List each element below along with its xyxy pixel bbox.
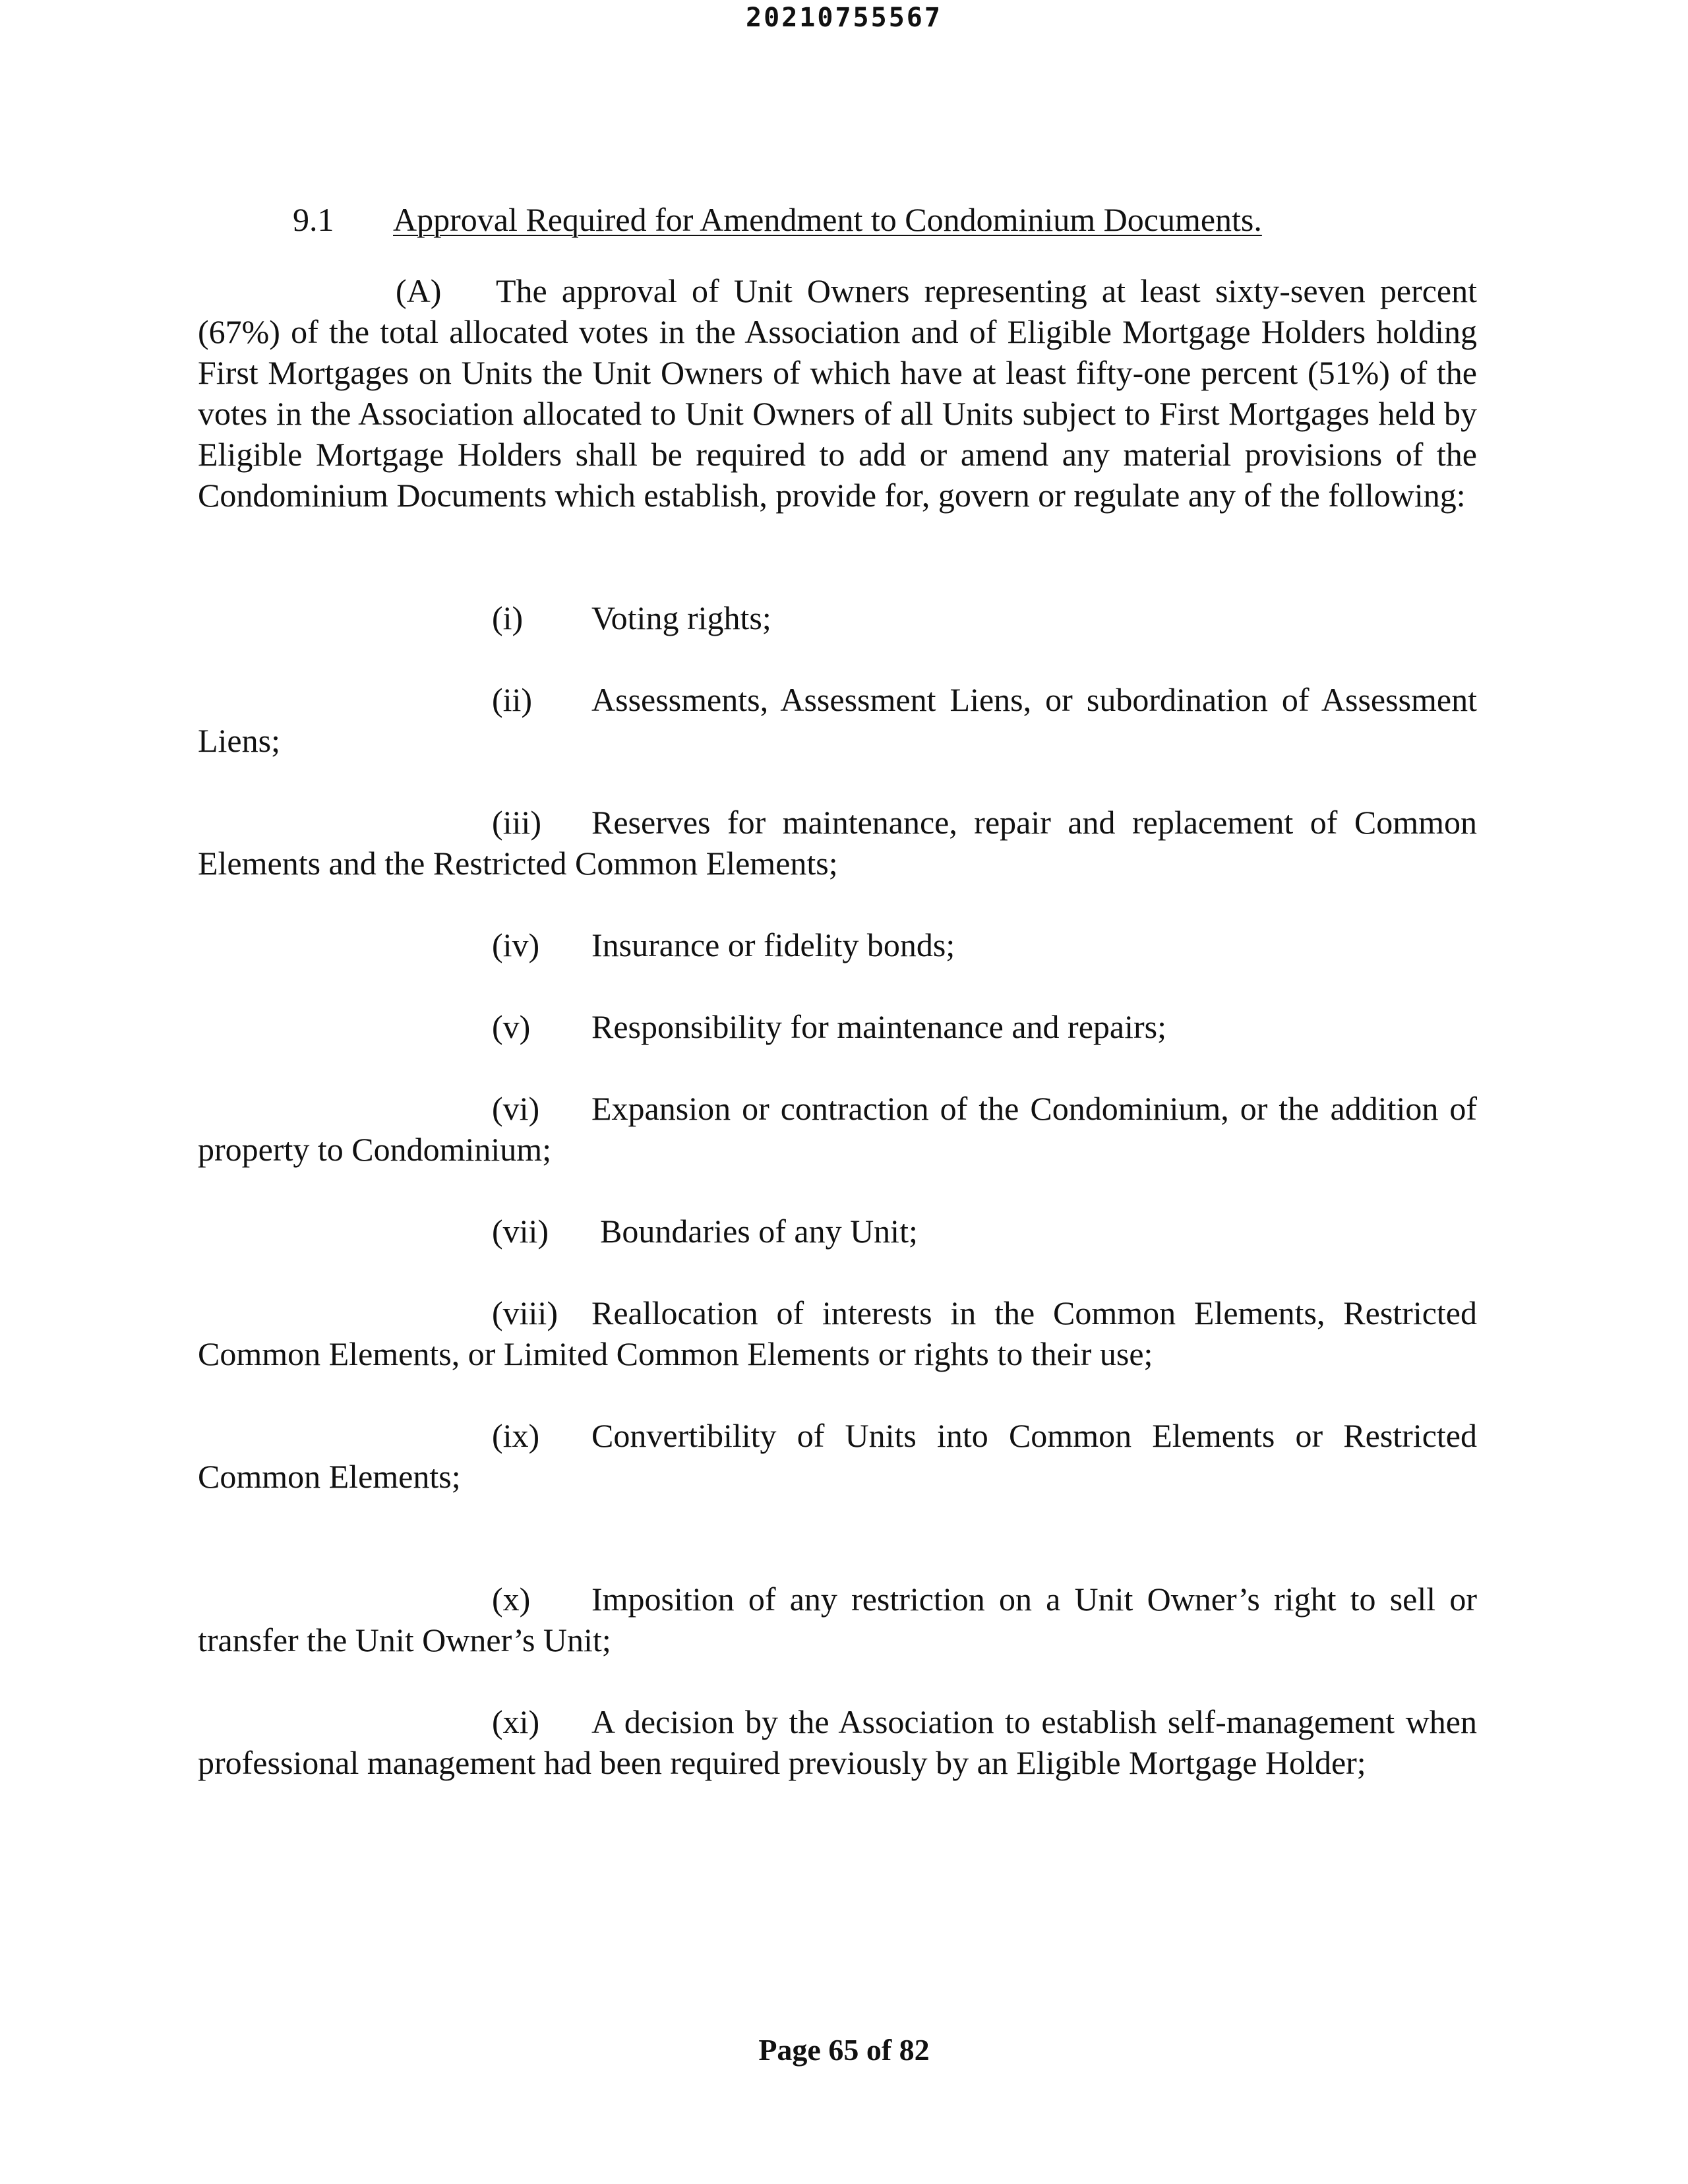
list-item <box>198 1292 1477 1374</box>
list-item <box>198 1701 1477 1783</box>
list-item <box>198 1006 1477 1047</box>
list-item-number: (v) <box>492 1008 531 1045</box>
list-item-text: Insurance or fidelity bonds; <box>591 926 955 963</box>
paragraph-a-text: The approval of Unit Owners representing at least sixty-seven percent (67%) of the total allocated votes in the Association and of Eligible Mortgage Holders holding First Mortgages on Units the Unit Owners of which have at least fifty-one percent (51%) of the votes in the Association allocated to Unit Owners of all Units subject to First Mortgages held by Eligible Mortgage Holders shall be required to add or amend any material provisions of the Condominium Documents which establish, provide for, govern or regulate any of the following: <box>198 272 1477 514</box>
list-item-number: (iv) <box>492 926 540 963</box>
list-item <box>198 925 1477 965</box>
list-item-text: Convertibility of Units into Common Elements or Restricted Common Elements; <box>198 1417 1477 1495</box>
list-item-text: Reallocation of interests in the Common Elements, Restricted Common Elements, or Limited Common Elements or rights to their use; <box>198 1294 1477 1372</box>
list-item <box>198 1579 1477 1660</box>
list-item-number: (xi) <box>492 1703 540 1740</box>
section-number: 9.1 <box>293 201 334 238</box>
document-number: 20210755567 <box>746 3 942 33</box>
list-item-number: (vii) <box>492 1213 549 1250</box>
list-item <box>198 1088 1477 1170</box>
paragraph-a-label: (A) <box>396 272 442 309</box>
list-item <box>198 1211 1477 1252</box>
section-heading <box>293 199 1262 240</box>
list-item-text: Reserves for maintenance, repair and replacement of Common Elements and the Restricted Common Elements; <box>198 804 1477 882</box>
list-item-text: Expansion or contraction of the Condominium, or the addition of property to Condominium; <box>198 1090 1477 1168</box>
list-item-number: (vi) <box>492 1090 540 1127</box>
list-item-number: (viii) <box>492 1294 558 1331</box>
list-item-number: (i) <box>492 599 524 636</box>
list-item-text: Voting rights; <box>591 599 771 636</box>
list-item <box>198 679 1477 761</box>
section-title: Approval Required for Amendment to Condominium Documents. <box>393 201 1262 238</box>
list-item-number: (iii) <box>492 804 541 841</box>
list-item <box>198 802 1477 884</box>
list-item-text: Responsibility for maintenance and repairs; <box>591 1008 1166 1045</box>
list-item-text: Assessments, Assessment Liens, or subordination of Assessment Liens; <box>198 681 1477 759</box>
list-item-text: A decision by the Association to establish self-management when professional management had been required previously by an Eligible Mortgage Holder; <box>198 1703 1477 1781</box>
paragraph-a <box>198 270 1477 516</box>
list-item-number: (ii) <box>492 681 533 718</box>
list-item-number: (x) <box>492 1581 531 1618</box>
list-item-number: (ix) <box>492 1417 540 1454</box>
list-item <box>198 597 1477 638</box>
page-number-footer: Page 65 of 82 <box>758 2033 930 2067</box>
list-item-text: Imposition of any restriction on a Unit Owner’s right to sell or transfer the Unit Owner’s Unit; <box>198 1581 1477 1658</box>
list-item-text: Boundaries of any Unit; <box>600 1213 918 1250</box>
list-item <box>198 1415 1477 1497</box>
